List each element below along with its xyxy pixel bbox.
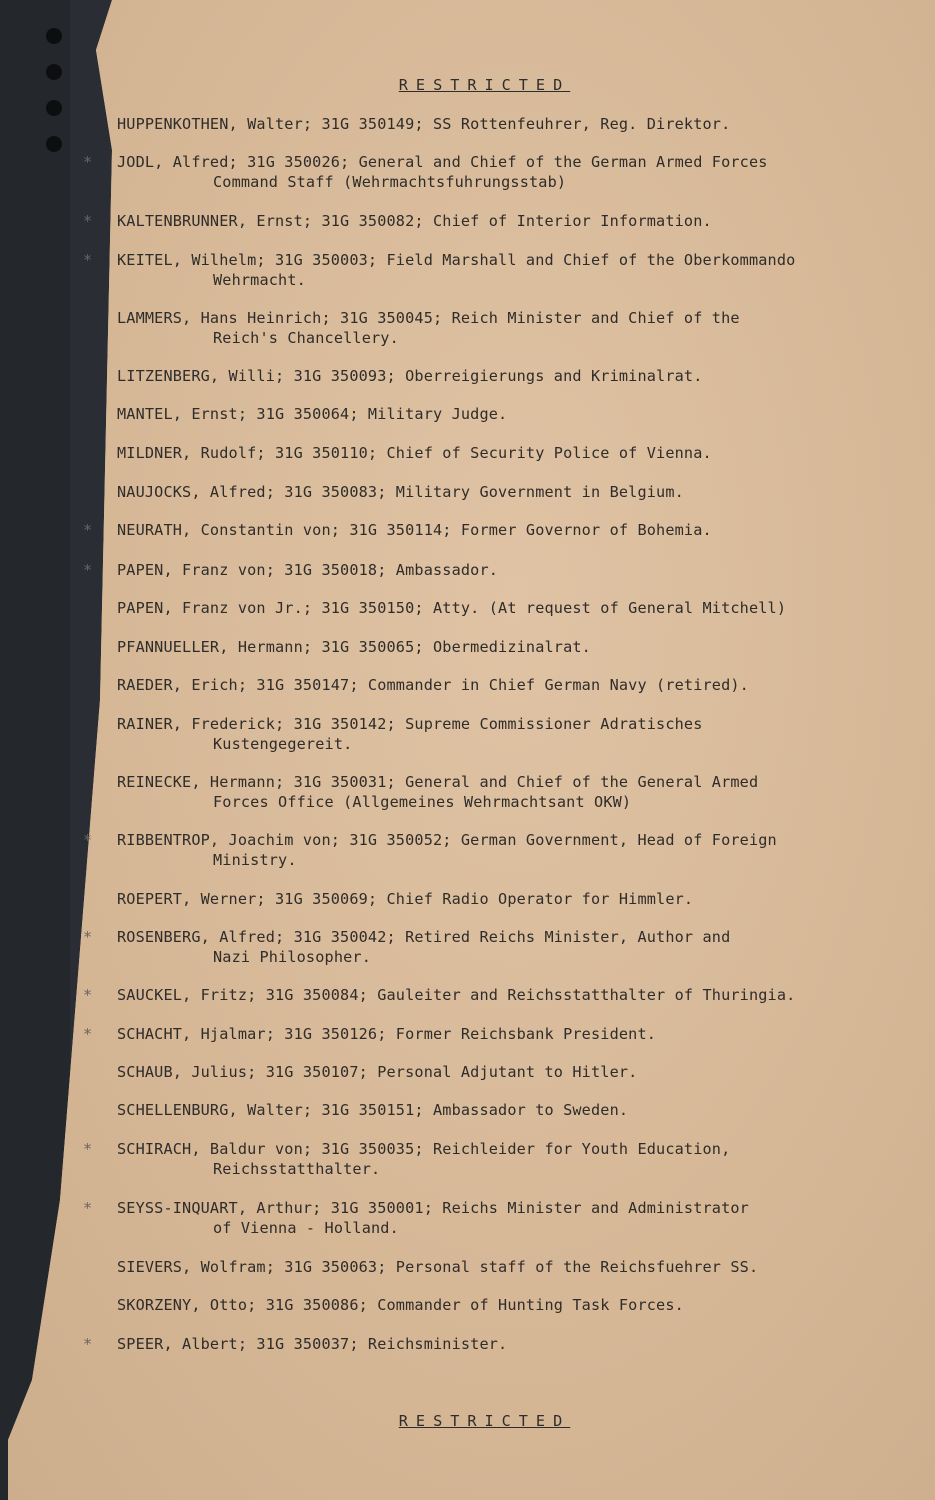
list-item bbox=[117, 1296, 837, 1316]
entry-continuation: Nazi Philosopher. bbox=[213, 947, 371, 966]
list-item bbox=[117, 890, 837, 910]
entry-line: ROSENBERG, Alfred; 31G 350042; Retired Reichs Minister, Author and bbox=[117, 928, 731, 946]
list-item bbox=[117, 444, 837, 464]
asterisk-marker: * bbox=[83, 928, 93, 946]
entry-line: PAPEN, Franz von; 31G 350018; Ambassador. bbox=[117, 561, 499, 579]
list-item bbox=[117, 1101, 837, 1121]
list-item bbox=[83, 1335, 837, 1355]
entry-line: SEYSS-INQUART, Arthur; 31G 350001; Reichs Minister and Administrator bbox=[117, 1199, 749, 1217]
asterisk-marker: * bbox=[83, 831, 93, 849]
list-item bbox=[83, 928, 837, 967]
list-item bbox=[83, 153, 837, 192]
list-item bbox=[83, 1025, 837, 1045]
entry-line: SKORZENY, Otto; 31G 350086; Commander of Hunting Task Forces. bbox=[117, 1296, 684, 1314]
entry-line: LITZENBERG, Willi; 31G 350093; Oberreigierungs and Kriminalrat. bbox=[117, 367, 703, 385]
entry-line: LAMMERS, Hans Heinrich; 31G 350045; Reich Minister and Chief of the bbox=[117, 309, 740, 327]
entry-line: SIEVERS, Wolfram; 31G 350063; Personal staff of the Reichsfuehrer SS. bbox=[117, 1258, 759, 1276]
asterisk-marker: * bbox=[83, 1199, 93, 1217]
asterisk-marker: * bbox=[83, 212, 93, 230]
list-item bbox=[117, 715, 837, 754]
entry-line: RAEDER, Erich; 31G 350147; Commander in Chief German Navy (retired). bbox=[117, 676, 749, 694]
list-item bbox=[117, 676, 837, 696]
list-item bbox=[83, 521, 837, 541]
entry-line: SPEER, Albert; 31G 350037; Reichsminister. bbox=[117, 1335, 508, 1353]
list-item bbox=[117, 405, 837, 425]
entry-continuation: Wehrmacht. bbox=[213, 270, 306, 289]
list-item bbox=[117, 367, 837, 387]
entry-continuation: Reich's Chancellery. bbox=[213, 328, 399, 347]
entry-line: RIBBENTROP, Joachim von; 31G 350052; German Government, Head of Foreign bbox=[117, 831, 777, 849]
list-item bbox=[83, 561, 837, 581]
entry-line: KEITEL, Wilhelm; 31G 350003; Field Marshall and Chief of the Oberkommando bbox=[117, 251, 796, 269]
entry-continuation: of Vienna - Holland. bbox=[213, 1218, 399, 1237]
entry-continuation: Reichsstatthalter. bbox=[213, 1159, 381, 1178]
asterisk-marker: * bbox=[83, 986, 93, 1004]
list-item bbox=[117, 773, 837, 812]
entry-line: ROEPERT, Werner; 31G 350069; Chief Radio Operator for Himmler. bbox=[117, 890, 694, 908]
entry-line: JODL, Alfred; 31G 350026; General and Chief of the German Armed Forces bbox=[117, 153, 768, 171]
asterisk-marker: * bbox=[83, 521, 93, 539]
asterisk-marker: * bbox=[83, 1025, 93, 1043]
asterisk-marker: * bbox=[83, 561, 93, 579]
entry-line: REINECKE, Hermann; 31G 350031; General and Chief of the General Armed bbox=[117, 773, 759, 791]
list-item bbox=[117, 638, 837, 658]
entry-continuation: Command Staff (Wehrmachtsfuhrungsstab) bbox=[213, 172, 567, 191]
list-item bbox=[117, 1258, 837, 1278]
list-item bbox=[117, 1063, 837, 1083]
entry-line: RAINER, Frederick; 31G 350142; Supreme Commissioner Adratisches bbox=[117, 715, 703, 733]
entry-line: SCHIRACH, Baldur von; 31G 350035; Reichleider for Youth Education, bbox=[117, 1140, 731, 1158]
list-item bbox=[117, 309, 837, 348]
list-item bbox=[83, 251, 837, 290]
entry-line: SAUCKEL, Fritz; 31G 350084; Gauleiter and Reichsstatthalter of Thuringia. bbox=[117, 986, 796, 1004]
footer-restricted: RESTRICTED bbox=[398, 1412, 571, 1430]
entry-line: MANTEL, Ernst; 31G 350064; Military Judge. bbox=[117, 405, 508, 423]
entry-continuation: Kustengegereit. bbox=[213, 734, 353, 753]
asterisk-marker: * bbox=[83, 251, 93, 269]
header-restricted: RESTRICTED bbox=[398, 76, 571, 94]
list-item bbox=[83, 1199, 837, 1238]
list-item bbox=[83, 1140, 837, 1179]
list-item bbox=[117, 483, 837, 503]
list-item bbox=[83, 831, 837, 870]
entry-line: HUPPENKOTHEN, Walter; 31G 350149; SS Rottenfeuhrer, Reg. Direktor. bbox=[117, 115, 731, 133]
entry-line: KALTENBRUNNER, Ernst; 31G 350082; Chief of Interior Information. bbox=[117, 212, 712, 230]
asterisk-marker: * bbox=[83, 153, 93, 171]
entry-line: MILDNER, Rudolf; 31G 350110; Chief of Security Police of Vienna. bbox=[117, 444, 712, 462]
entry-continuation: Forces Office (Allgemeines Wehrmachtsant OKW) bbox=[213, 792, 632, 811]
entry-line: PFANNUELLER, Hermann; 31G 350065; Obermedizinalrat. bbox=[117, 638, 591, 656]
asterisk-marker: * bbox=[83, 1335, 93, 1353]
asterisk-marker: * bbox=[83, 1140, 93, 1158]
entry-continuation: Ministry. bbox=[213, 850, 297, 869]
entry-line: NAUJOCKS, Alfred; 31G 350083; Military Government in Belgium. bbox=[117, 483, 684, 501]
entry-line: SCHELLENBURG, Walter; 31G 350151; Ambassador to Sweden. bbox=[117, 1101, 629, 1119]
entry-line: NEURATH, Constantin von; 31G 350114; Former Governor of Bohemia. bbox=[117, 521, 712, 539]
list-item bbox=[83, 212, 837, 232]
entry-line: SCHAUB, Julius; 31G 350107; Personal Adjutant to Hitler. bbox=[117, 1063, 638, 1081]
list-item bbox=[83, 986, 837, 1006]
entry-line: PAPEN, Franz von Jr.; 31G 350150; Atty. (At request of General Mitchell) bbox=[117, 599, 787, 617]
list-item bbox=[117, 115, 837, 135]
entry-line: SCHACHT, Hjalmar; 31G 350126; Former Reichsbank President. bbox=[117, 1025, 657, 1043]
list-item bbox=[117, 599, 837, 619]
